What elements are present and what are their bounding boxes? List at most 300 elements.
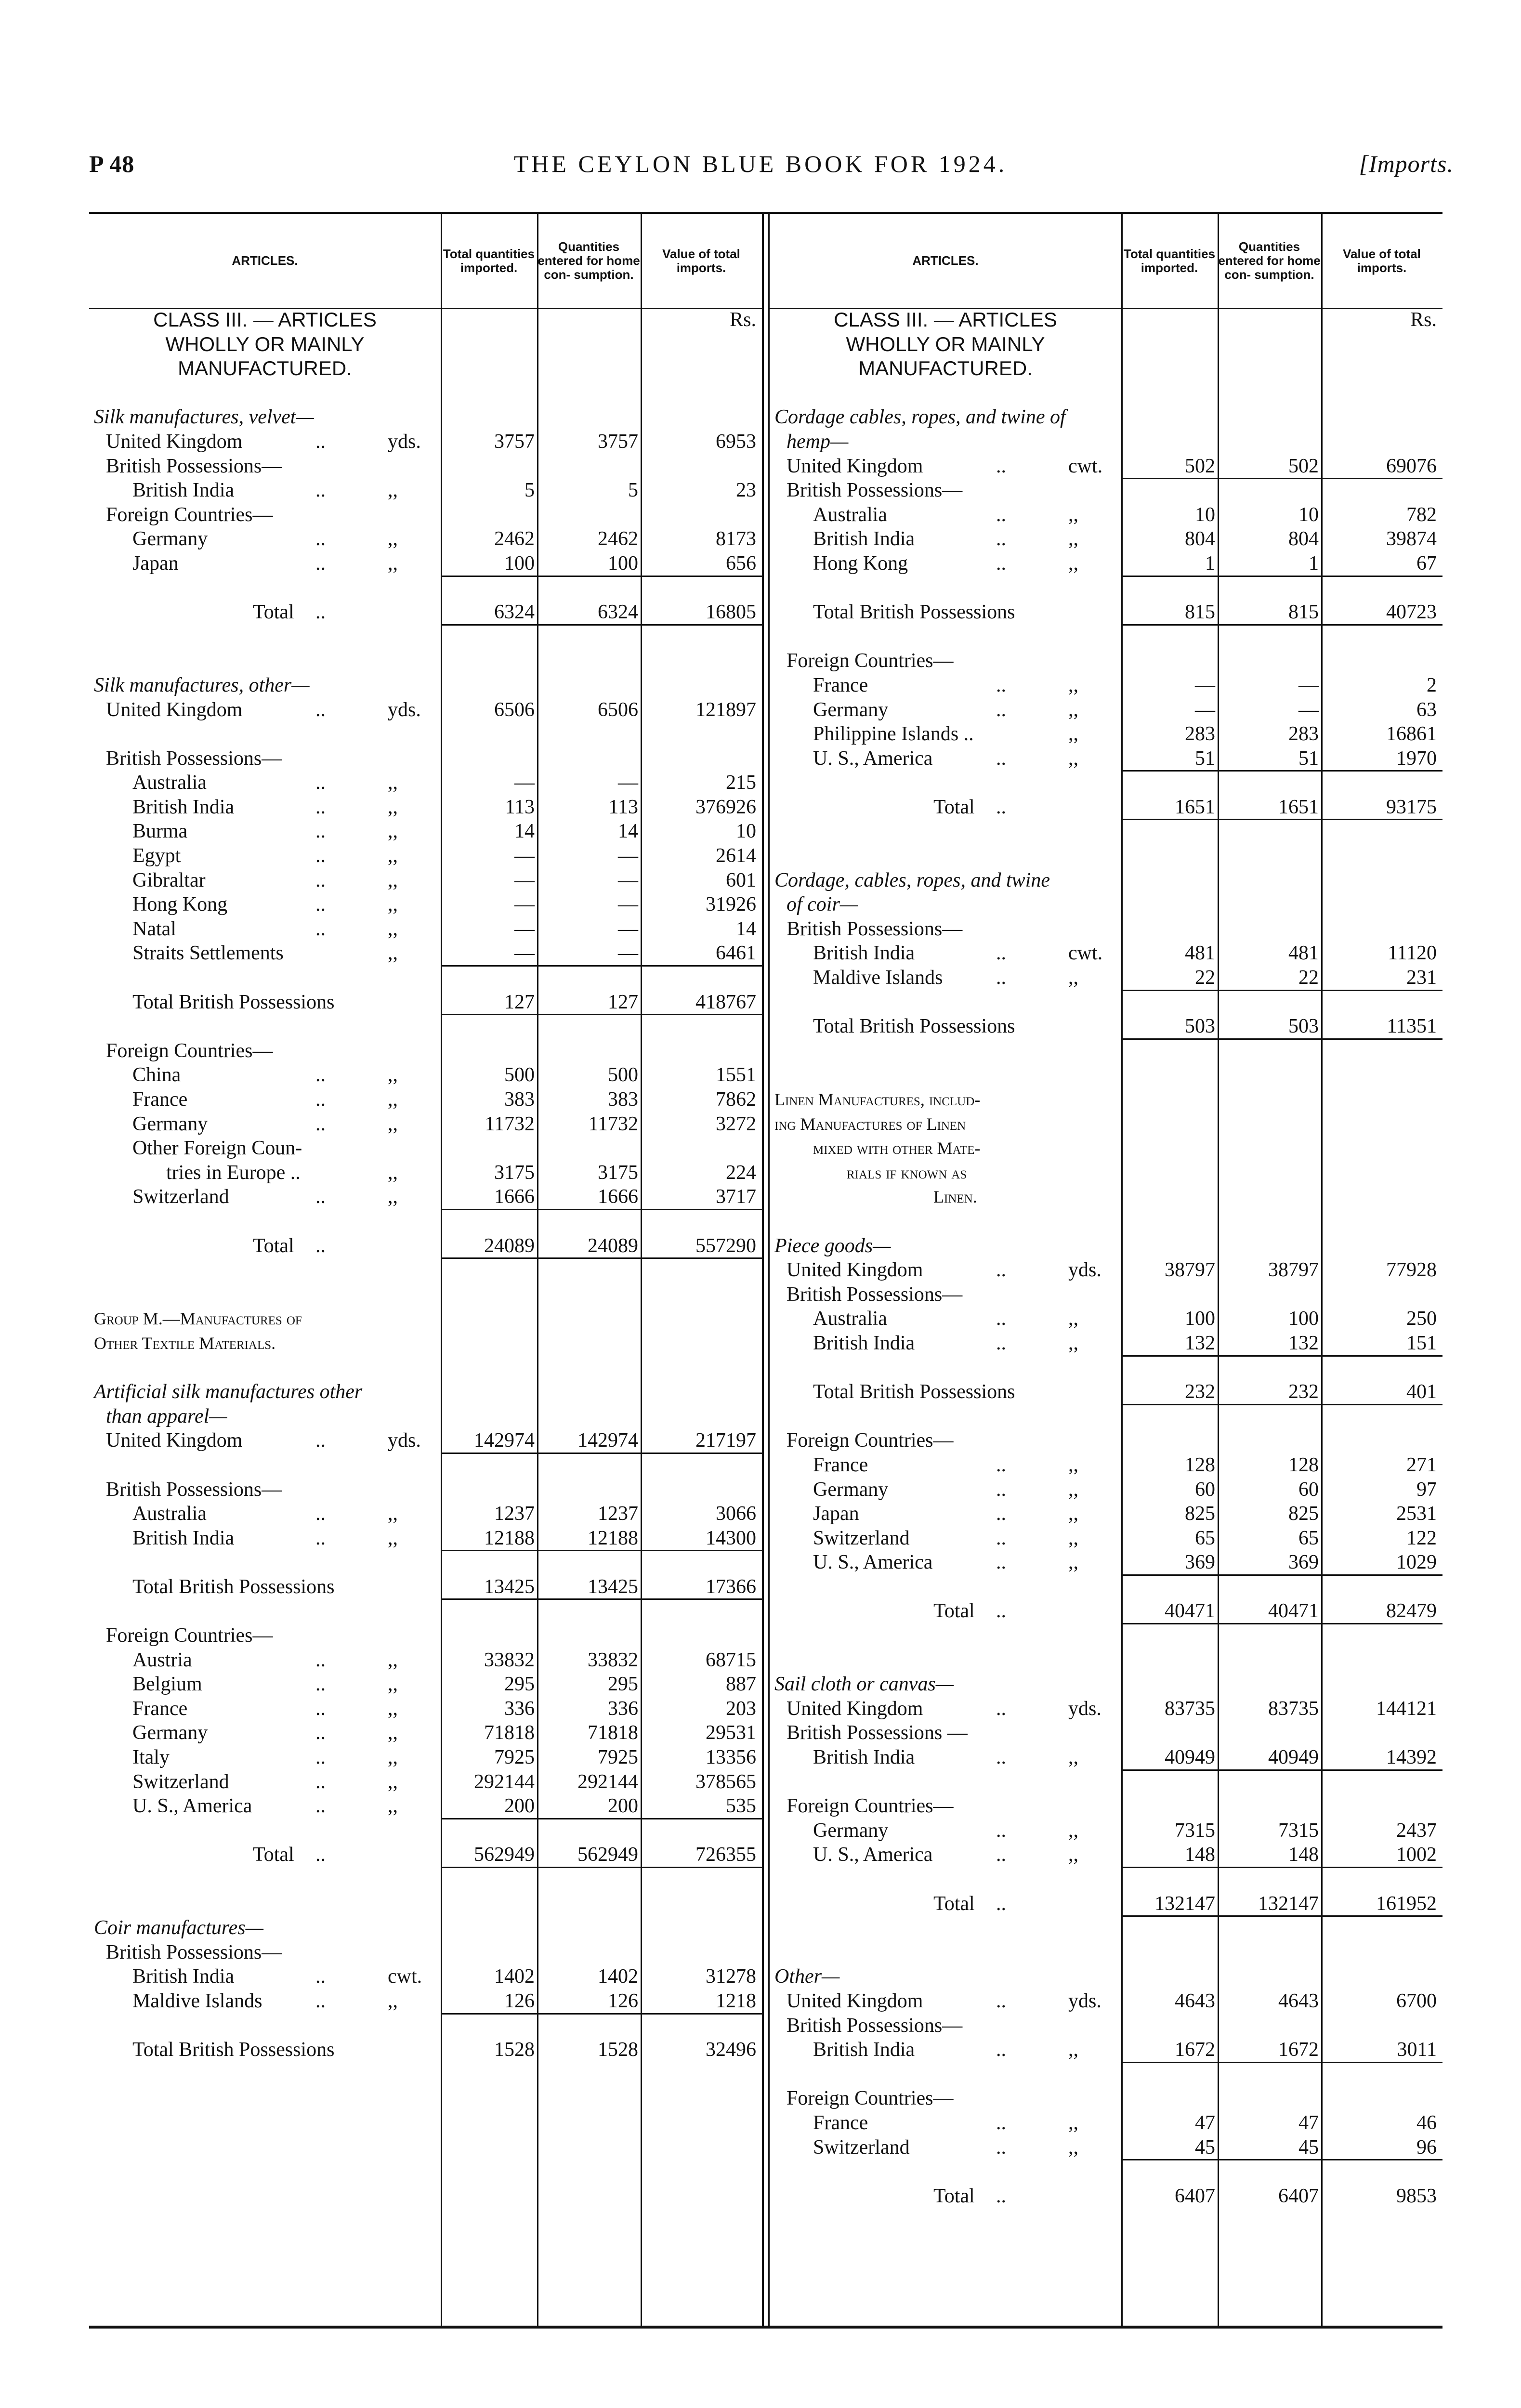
home-consumption-cell: 142974 [577,1429,638,1452]
right-rows [770,308,1442,2208]
article-label: Foreign Countries— [787,2087,954,2110]
quantity-imported-cell: 10 [1195,503,1215,526]
leader-dots: .. [996,1819,1006,1842]
leader-dots: .. [996,1746,1006,1769]
table-row [770,1721,1442,1745]
article-label: British Possessions— [106,455,282,477]
quantity-imported-cell: 283 [1185,723,1215,746]
home-consumption-cell: — [618,772,638,794]
table-row [770,1307,1442,1331]
article-label: Hong Kong [132,893,228,916]
value-cell: 68715 [706,1649,756,1671]
value-cell: 31926 [706,893,756,916]
value-cell: 7862 [716,1088,756,1111]
table-row [89,1843,762,1867]
article-label: Straits Settlements [132,942,284,965]
quantity-imported-cell: 3175 [494,1161,535,1184]
quantity-imported-cell: 127 [504,991,535,1013]
article-label: Total British Possessions [132,991,335,1013]
value-cell: 6700 [1396,1989,1437,2012]
leader-dots: .. [315,1527,326,1549]
leader-dots: .. [996,1259,1006,1282]
article-label: British India [813,1332,915,1354]
table-row [89,673,762,698]
articles-header: ARTICLES. [232,253,298,268]
spacer-row [89,1892,762,1916]
unit-label: ,, [388,1161,398,1184]
leader-dots: .. [315,1234,326,1257]
home-consumption-cell: 6506 [598,698,638,721]
value-cell: 271 [1406,1453,1437,1476]
quantity-imported-cell: 128 [1185,1453,1215,1476]
value-cell: 376926 [695,796,756,818]
table-row [770,1283,1442,1307]
leader-dots: .. [315,772,326,794]
leader-dots: .. [996,698,1006,721]
leader-dots: .. [315,893,326,916]
leader-dots: .. [996,1453,1006,1476]
quantity-imported-cell: 71818 [484,1722,535,1744]
table-row [770,1136,1442,1161]
home-consumption-cell: 562949 [577,1844,638,1866]
spacer-row [89,1356,762,1380]
table-row [770,649,1442,673]
article-label: Maldive Islands [813,967,943,989]
quantity-imported-cell: 5 [524,479,535,502]
spacer-row [89,1550,762,1575]
home-consumption-cell: 1237 [598,1503,638,1525]
article-label: France [813,2111,868,2134]
article-label: U. S., America [813,1844,933,1866]
value-cell: 231 [1406,967,1437,989]
article-label: United Kingdom [106,430,243,453]
home-consumption-cell: 825 [1288,1503,1319,1525]
article-label: Switzerland [132,1770,229,1793]
article-label: United Kingdom [106,698,243,721]
table-row [770,1819,1442,1843]
leader-dots: .. [996,1600,1006,1623]
article-label: Silk manufactures, velvet— [94,406,314,429]
article-label: ing Manufactures of Linen [774,1114,966,1134]
table-row [89,746,762,771]
table-row [89,892,762,917]
spacer-row [770,1039,1442,1063]
quantity-imported-cell: 126 [504,1989,535,2012]
unit-label: ,, [388,1649,398,1671]
value-cell: 82479 [1386,1600,1437,1623]
unit-label: cwt. [1068,455,1103,477]
leader-dots: .. [315,1965,326,1988]
leader-dots: .. [315,430,326,453]
article-label: Foreign Countries— [106,503,273,526]
home-consumption-cell: 336 [608,1697,638,1720]
imports-table [89,212,1442,2329]
article-label: tries in Europe .. [166,1161,301,1184]
articles-header: ARTICLES. [912,253,979,268]
leader-dots: .. [996,1527,1006,1549]
quantity-imported-cell: 562949 [474,1844,535,1866]
value-cell: 3066 [716,1503,756,1525]
quantity-imported-cell: 3757 [494,430,535,453]
table-row [770,1599,1442,1623]
quantity-imported-cell: 6407 [1175,2185,1215,2207]
leader-dots: .. [996,674,1006,696]
table-row [770,1014,1442,1039]
value-cell: 656 [726,552,756,575]
total-quantities-header: Total quantities imported. [443,246,535,275]
unit-label: ,, [1068,1527,1078,1549]
table-row [89,478,762,503]
table-row [770,1526,1442,1551]
article-label: British Possessions— [787,2014,963,2037]
table-row [770,600,1442,625]
value-cell: 6461 [716,942,756,965]
quantity-imported-cell: 1 [1205,552,1215,575]
table-row [89,1526,762,1551]
unit-label: ,, [1068,698,1078,721]
article-label: Switzerland [813,2136,910,2159]
home-consumption-cell: 65 [1298,1527,1319,1549]
leader-dots: .. [315,1697,326,1720]
leader-dots: .. [315,479,326,502]
value-cell: 1970 [1396,747,1437,770]
article-label: British Possessions— [106,747,282,770]
value-cell: Rs. [730,309,756,331]
total-quantities-header: Total quantities imported. [1123,246,1216,275]
article-label: Maldive Islands [132,1989,262,2012]
home-consumption-cell: 502 [1288,455,1319,477]
article-label: Artificial silk manufactures other [94,1381,363,1403]
home-consumption-cell: 100 [608,552,638,575]
quantity-imported-cell: — [514,772,535,794]
spacer-row [89,1258,762,1283]
value-cell: 11351 [1387,1015,1437,1038]
leader-dots: .. [996,503,1006,526]
article-label: Switzerland [132,1186,229,1208]
article-label: Gibraltar [132,869,206,891]
article-label: Japan [813,1503,859,1525]
leader-dots: .. [996,747,1006,770]
quantity-imported-cell: 100 [504,552,535,575]
leader-dots: .. [315,1064,326,1086]
unit-label: ,, [388,1989,398,2012]
article-label: Cordage, cables, ropes, and twine [774,869,1050,891]
home-consumption-cell: 1528 [598,2039,638,2061]
section-label: [Imports. [1359,150,1454,177]
value-cell: 1551 [716,1064,756,1086]
article-label: France [813,1453,868,1476]
table-row [770,1453,1442,1478]
quantity-imported-cell: 804 [1185,528,1215,550]
spacer-row [770,1575,1442,1599]
table-row [770,868,1442,893]
right-half [770,214,1442,2326]
unit-label: ,, [388,552,398,575]
table-row [89,819,762,844]
spacer-row [770,819,1442,844]
article-label: Japan [132,552,179,575]
home-consumption-header: Quantities entered for home con- sumption. [1218,239,1321,282]
article-label: France [132,1088,188,1111]
leader-dots: .. [996,2185,1006,2207]
article-label: U. S., America [132,1795,252,1818]
unit-label: ,, [388,820,398,843]
home-consumption-cell: 200 [608,1795,638,1818]
unit-label: ,, [1068,1308,1078,1330]
table-row [89,308,762,332]
unit-label: ,, [1068,503,1078,526]
table-row [770,503,1442,527]
leader-dots: .. [996,1551,1006,1574]
article-label: Natal [132,917,176,940]
leader-dots: .. [996,1503,1006,1525]
table-row [89,1721,762,1745]
table-row [770,2111,1442,2135]
home-consumption-cell: — [618,942,638,965]
value-cell: 121897 [695,698,756,721]
table-row [89,1087,762,1112]
quantity-imported-cell: 51 [1195,747,1215,770]
leader-dots: .. [996,1844,1006,1866]
spacer-row [770,576,1442,601]
spacer-row [89,625,762,649]
quantity-imported-cell: 1666 [494,1186,535,1208]
table-row [770,1550,1442,1575]
article-label: Germany [813,1819,889,1842]
article-label: Austria [132,1649,192,1671]
home-consumption-cell: 7925 [598,1746,638,1769]
leader-dots: .. [315,845,326,867]
table-row [89,795,762,820]
unit-label: ,, [1068,528,1078,550]
spacer-row [89,722,762,746]
article-label: Piece goods— [774,1234,891,1257]
home-consumption-cell: 14 [618,820,638,843]
quantity-imported-cell: 292144 [474,1770,535,1793]
article-label: China [132,1064,181,1086]
quantity-imported-cell: — [514,893,535,916]
quantity-imported-cell: 481 [1185,942,1215,965]
article-label: Australia [813,503,887,526]
value-cell: 69076 [1386,455,1437,477]
leader-dots: .. [996,2136,1006,2159]
value-cell: 67 [1416,552,1437,575]
value-cell: 23 [736,479,756,502]
article-label: British India [132,796,235,818]
article-label: Australia [132,772,207,794]
value-cell: 161952 [1376,1892,1437,1915]
table-row [770,1112,1442,1137]
article-label: Foreign Countries— [787,650,954,672]
quantity-imported-cell: 38797 [1165,1259,1215,1282]
article-label: Total [253,601,294,624]
value-cell: 11120 [1388,942,1437,965]
article-label: France [132,1697,188,1720]
quantity-imported-cell: 14 [514,820,535,843]
table-row [89,868,762,893]
spacer-row [770,1867,1442,1892]
unit-label: ,, [1068,1332,1078,1354]
table-row [770,551,1442,576]
spacer-row [770,1916,1442,1940]
article-label: Silk manufactures, other— [94,674,310,696]
leader-dots: .. [996,967,1006,989]
home-consumption-cell: 481 [1288,942,1319,965]
spacer-row [770,625,1442,649]
table-row [770,1234,1442,1258]
table-row [89,1648,762,1673]
right-column-headers [770,214,1442,309]
value-cell: 63 [1416,698,1437,721]
article-label: Foreign Countries— [106,1624,273,1647]
leader-dots: .. [315,1186,326,1208]
article-label: Total British Possessions [132,1575,335,1598]
value-cell: Rs. [1410,309,1437,331]
leader-dots: .. [996,455,1006,477]
leader-dots: .. [996,1332,1006,1354]
table-row [89,1404,762,1429]
article-label: British Possessions— [787,1283,963,1306]
table-row [89,551,762,576]
home-consumption-cell: 40949 [1268,1746,1319,1769]
table-row [770,308,1442,332]
table-row [89,698,762,722]
quantity-imported-cell: 1672 [1175,2039,1215,2061]
quantity-imported-cell: 503 [1185,1015,1215,1038]
home-consumption-cell: 71818 [588,1722,638,1744]
unit-label: ,, [388,1770,398,1793]
article-label: Egypt [132,845,181,867]
unit-label: ,, [1068,1551,1078,1574]
value-cell: 2531 [1396,1503,1437,1525]
home-consumption-cell: 11732 [588,1112,638,1135]
leader-dots: .. [315,1844,326,1866]
spacer-row [89,2014,762,2038]
value-cell: 10 [736,820,756,843]
home-consumption-cell: 40471 [1268,1600,1319,1623]
home-consumption-cell: 1672 [1278,2039,1319,2061]
value-cell: 1029 [1396,1551,1437,1574]
article-label: U. S., America [813,1551,933,1574]
home-consumption-header: Quantities entered for home con- sumption. [538,239,640,282]
table-row [89,527,762,551]
value-cell: 32496 [706,2039,756,2061]
leader-dots: .. [315,1673,326,1696]
unit-label: ,, [388,1722,398,1744]
quantity-imported-cell: 295 [504,1673,535,1696]
home-consumption-cell: 113 [608,796,638,818]
table-row [770,2184,1442,2209]
spacer-row [770,771,1442,795]
value-cell: 601 [726,869,756,891]
unit-label: ,, [1068,1453,1078,1476]
value-cell: 40723 [1386,601,1437,624]
table-row [770,1161,1442,1185]
table-row [89,600,762,625]
article-label: of coir— [787,893,858,916]
unit-label: ,, [1068,747,1078,770]
article-label: Other— [774,1965,840,1988]
unit-label: ,, [1068,967,1078,989]
value-cell: 14392 [1386,1746,1437,1769]
leader-dots: .. [315,1989,326,2012]
value-cell: 96 [1416,2136,1437,2159]
home-consumption-cell: 283 [1288,723,1319,746]
table-row [770,405,1442,430]
quantity-imported-cell: 502 [1185,455,1215,477]
table-row [89,1770,762,1794]
home-consumption-cell: 5 [628,479,638,502]
table-row [770,1964,1442,1989]
table-row [89,1940,762,1965]
home-consumption-cell: 38797 [1268,1259,1319,1282]
value-cell: 1218 [716,1989,756,2012]
quantity-imported-cell: 100 [1185,1308,1215,1330]
article-label: Sail cloth or canvas— [774,1673,954,1696]
quantity-imported-cell: 500 [504,1064,535,1086]
home-consumption-cell: — [618,917,638,940]
table-row [89,844,762,868]
value-cell: 151 [1406,1332,1437,1354]
home-consumption-cell: 51 [1298,747,1319,770]
article-label: British Possessions— [106,1941,282,1963]
unit-label: ,, [388,1746,398,1769]
value-cell: 29531 [706,1722,756,1744]
quantity-imported-cell: — [514,869,535,891]
article-label: WHOLLY OR MAINLY [846,332,1045,355]
quantity-imported-cell: 132 [1185,1332,1215,1354]
unit-label: ,, [388,1697,398,1720]
leader-dots: .. [996,1892,1006,1915]
spacer-row [770,381,1442,406]
table-row [89,1697,762,1721]
unit-label: yds. [388,1429,421,1452]
unit-label: yds. [388,430,421,453]
leader-dots: .. [996,552,1006,575]
value-cell: 97 [1416,1478,1437,1501]
table-row [770,1892,1442,1916]
value-cell: 144121 [1376,1697,1437,1720]
value-header: Value of total imports. [1343,246,1421,275]
table-row [89,2038,762,2062]
table-row [89,1502,762,1526]
article-label: Foreign Countries— [787,1429,954,1452]
quantity-imported-cell: — [514,845,535,867]
article-label: Cordage cables, ropes, and twine of [774,406,1066,429]
table-row [89,1380,762,1404]
unit-label: ,, [388,1186,398,1208]
table-row [770,2135,1442,2160]
article-label: Foreign Countries— [106,1039,273,1062]
quantity-imported-cell: 7925 [494,1746,535,1769]
value-cell: 215 [726,772,756,794]
value-cell: 46 [1416,2111,1437,2134]
article-label: United Kingdom [787,1697,923,1720]
article-label: British Possessions— [106,1478,282,1501]
article-label: Total [933,2185,975,2207]
value-cell: 418767 [695,991,756,1013]
spacer-row [89,966,762,990]
value-cell: 9853 [1396,2185,1437,2207]
spacer-row [770,990,1442,1015]
table-row [770,795,1442,820]
table-row [770,698,1442,722]
quantity-imported-cell: 40949 [1165,1746,1215,1769]
table-row [770,1989,1442,2014]
table-row [89,1331,762,1356]
home-consumption-cell: 295 [608,1673,638,1696]
article-label: British India [813,1746,915,1769]
